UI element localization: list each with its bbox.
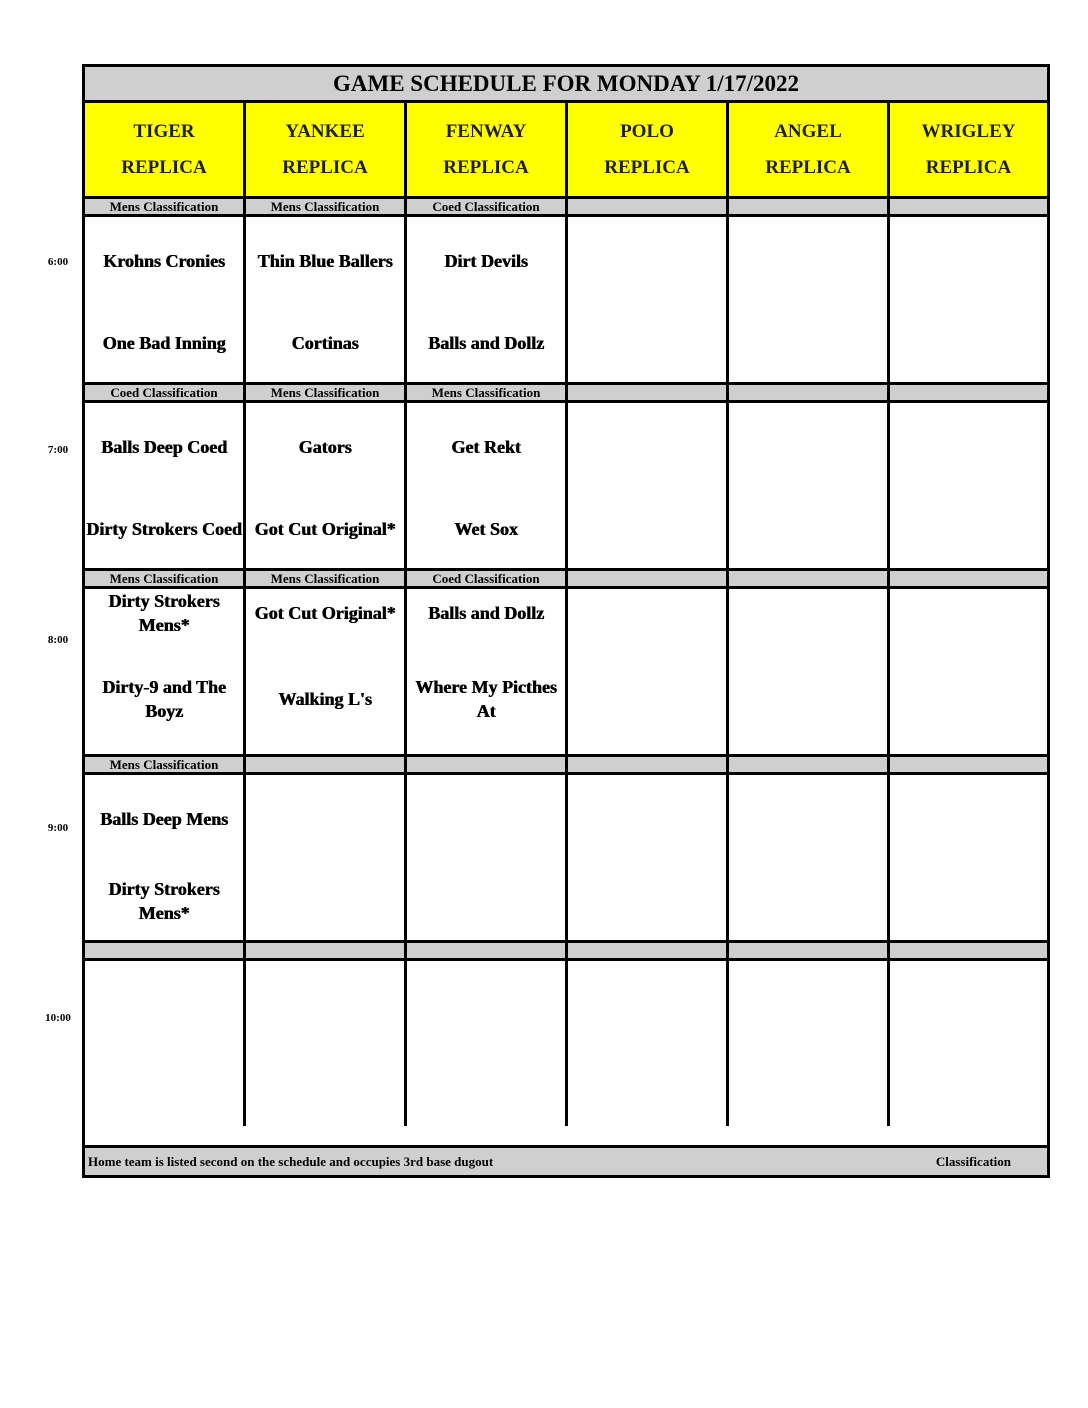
classification-label	[407, 754, 568, 775]
away-team: Dirty Strokers Mens*	[108, 591, 220, 635]
game-cell	[85, 775, 246, 940]
time-label: 10:00	[45, 1012, 71, 1024]
classification-label	[729, 196, 890, 217]
home-team: Balls and Dollz	[427, 333, 545, 353]
game-cell	[407, 403, 568, 568]
away-team: Get Rekt	[451, 437, 521, 457]
time-label: 9:00	[47, 822, 69, 834]
away-team: Balls Deep Coed	[101, 437, 227, 457]
game-cell	[407, 589, 568, 754]
game-cell	[246, 403, 407, 568]
home-team: Dirty Strokers Mens*	[108, 879, 220, 923]
field-sub: REPLICA	[121, 156, 207, 178]
classification-label	[246, 754, 407, 775]
home-team: Dirty Strokers Coed	[86, 519, 242, 539]
game-cell	[568, 403, 729, 568]
game-cell	[568, 775, 729, 940]
classification-label: Coed Classification	[85, 382, 246, 403]
classification-label	[568, 196, 729, 217]
field-header-wrigley	[890, 103, 1047, 196]
classification-label	[729, 940, 890, 961]
classification-label	[890, 382, 1047, 403]
game-cell	[85, 961, 246, 1126]
classification-legend: Classification	[935, 1154, 1011, 1169]
game-cell	[729, 589, 890, 754]
field-name: YANKEE	[285, 120, 365, 142]
classification-label	[729, 382, 890, 403]
game-cell	[246, 775, 407, 940]
classification-label: Mens Classification	[246, 196, 407, 217]
classification-label	[729, 754, 890, 775]
game-cell	[568, 961, 729, 1126]
classification-label: Mens Classification	[85, 196, 246, 217]
game-cell	[729, 403, 890, 568]
away-team: Got Cut Original*	[254, 603, 396, 623]
game-cell	[246, 961, 407, 1126]
game-cell	[407, 775, 568, 940]
classification-label: Mens Classification	[246, 382, 407, 403]
time-label: 6:00	[47, 256, 69, 268]
field-name: TIGER	[133, 120, 195, 142]
field-header-tiger	[85, 103, 246, 196]
classification-label	[729, 568, 890, 589]
page-title: GAME SCHEDULE FOR MONDAY 1/17/2022	[85, 67, 1047, 103]
game-cell	[246, 589, 407, 754]
schedule-table	[82, 64, 1050, 1178]
classification-label	[246, 940, 407, 961]
game-cell	[85, 403, 246, 568]
field-sub: REPLICA	[765, 156, 851, 178]
time-label: 7:00	[47, 444, 69, 456]
field-name: ANGEL	[774, 120, 842, 142]
classification-label: Mens Classification	[407, 382, 568, 403]
away-team: Balls Deep Mens	[100, 809, 228, 829]
game-cell	[890, 775, 1047, 940]
classification-label	[890, 940, 1047, 961]
home-team: Dirty-9 and The Boyz	[102, 677, 226, 721]
classification-label: Mens Classification	[246, 568, 407, 589]
footer-bar	[85, 1145, 1047, 1175]
home-team: Wet Sox	[454, 519, 518, 539]
game-cell	[407, 961, 568, 1126]
classification-label	[890, 196, 1047, 217]
game-cell	[568, 589, 729, 754]
game-cell	[246, 217, 407, 382]
classification-label: Mens Classification	[85, 568, 246, 589]
game-cell	[890, 403, 1047, 568]
field-sub: REPLICA	[282, 156, 368, 178]
away-team: Gators	[298, 437, 352, 457]
classification-label	[568, 940, 729, 961]
game-cell	[890, 217, 1047, 382]
field-name: FENWAY	[445, 120, 527, 142]
game-cell	[729, 961, 890, 1126]
game-cell	[85, 217, 246, 382]
classification-label	[85, 940, 246, 961]
classification-label	[407, 940, 568, 961]
classification-label	[568, 382, 729, 403]
game-cell	[729, 217, 890, 382]
game-cell	[890, 589, 1047, 754]
game-cell	[407, 217, 568, 382]
classification-label	[568, 754, 729, 775]
home-team: Where My Picthes At	[415, 677, 557, 721]
field-header-polo	[568, 103, 729, 196]
home-team: One Bad Inning	[102, 333, 226, 353]
home-team: Walking L's	[278, 689, 372, 709]
field-sub: REPLICA	[925, 156, 1012, 178]
field-sub: REPLICA	[443, 156, 529, 178]
home-team: Got Cut Original*	[254, 519, 396, 539]
away-team: Krohns Cronies	[103, 251, 225, 271]
game-cell	[890, 961, 1047, 1126]
field-name: WRIGLEY	[921, 120, 1016, 142]
classification-label: Coed Classification	[407, 196, 568, 217]
away-team: Balls and Dollz	[427, 603, 545, 623]
field-sub: REPLICA	[604, 156, 690, 178]
game-cell	[729, 775, 890, 940]
game-cell	[85, 589, 246, 754]
classification-label: Coed Classification	[407, 568, 568, 589]
field-header-angel	[729, 103, 890, 196]
field-header-yankee	[246, 103, 407, 196]
classification-label: Mens Classification	[85, 754, 246, 775]
field-header-fenway	[407, 103, 568, 196]
away-team: Thin Blue Ballers	[257, 251, 393, 271]
classification-label	[890, 754, 1047, 775]
away-team: Dirt Devils	[444, 251, 528, 271]
classification-label	[890, 568, 1047, 589]
field-name: POLO	[620, 120, 674, 142]
classification-label	[568, 568, 729, 589]
home-team-note: Home team is listed second on the schedule and occupies 3rd base dugout	[88, 1154, 494, 1169]
home-team: Cortinas	[291, 333, 359, 353]
time-label: 8:00	[47, 634, 69, 646]
game-cell	[568, 217, 729, 382]
